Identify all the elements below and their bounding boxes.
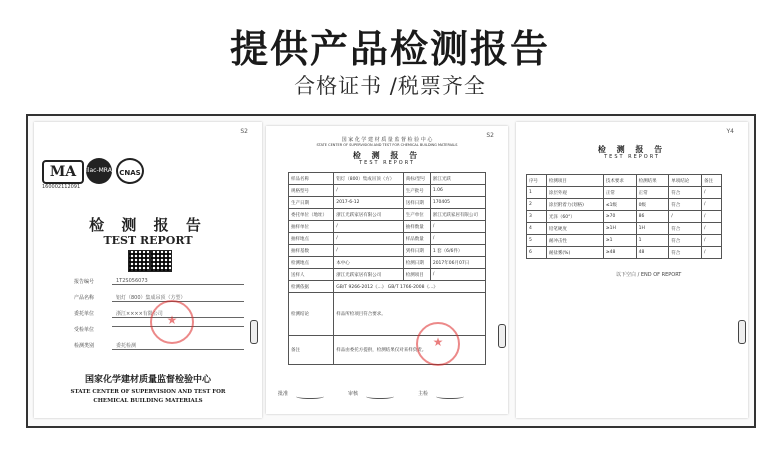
table-row: 5 耐冲击性 ≥1 1 符合 / [527, 235, 722, 247]
table-row: 1 涂层外观 正常 正常 符合 / [527, 187, 722, 199]
binder-punch-hole [498, 324, 506, 348]
results-table [526, 174, 722, 259]
field-inspected-unit: 受检单位 [74, 326, 244, 336]
field-report-no: 报告编号 1T2S056073 [74, 278, 244, 288]
table-row: 送样人 浙江光跃家居有限公司 检测项目 / [289, 269, 486, 281]
cnas-logo: CNAS [116, 158, 144, 184]
binder-punch-hole [250, 320, 258, 344]
ilac-mra-logo: ilac-MRA [86, 158, 112, 184]
report-title-en: TEST REPORT [604, 154, 660, 160]
table-row: 检测依据 GB/T 9266-2012《...》 GB/T 1766-2008《...》 [289, 281, 486, 293]
signature-mark [436, 392, 464, 399]
official-seal-stamp [150, 300, 194, 344]
table-row: 生产日期 2017-6-12 送样日期 170405 [289, 197, 486, 209]
cma-logo: MA [42, 160, 84, 184]
table-row: 4 铅笔硬度 ≥1H 1H 符合 / [527, 223, 722, 235]
page-title: 提供产品检测报告 [229, 27, 550, 71]
table-row: 3 光泽（60°） ≥70 86 / / [527, 211, 722, 223]
cover-title-en: TEST REPORT [103, 234, 193, 247]
certificate-code: 160002112091 [42, 184, 81, 190]
table-row: 6 耐盐雾(%) ≥48 48 符合 / [527, 247, 722, 259]
field-test-category: 检测类别 委托检测 [74, 342, 244, 352]
qr-code-icon [128, 250, 150, 272]
report-title-cn: 检 测 报 告 [597, 145, 667, 154]
table-row: 样品名称 铝灯（800）集成吊顶（方） 商标/型号 浙江光跃 [289, 173, 486, 185]
table-row: 2 涂层附着力(划格) ≤1级 0级 符合 / [527, 199, 722, 211]
field-product-name: 产品名称 铝灯（800）集成吊顶（方型） [74, 294, 244, 304]
test-report-page-2 [266, 126, 508, 414]
signature-mark [296, 392, 324, 399]
table-row: 检测结论 样品所检项目符合要求。 [289, 293, 486, 336]
table-row: 规格型号 / 生产批号 1.06 [289, 185, 486, 197]
table-row: 抽样单位 / 抽样数量 / [289, 221, 486, 233]
table-row: 委托单位（地址） 浙江光跃家居有限公司 生产单位 浙江光跃家居有限公司 [289, 209, 486, 221]
official-seal-stamp [416, 322, 460, 366]
page-marker: S2 [486, 132, 494, 139]
table-row: 检测地点 本中心 检测日期 2017年06月07日 [289, 257, 486, 269]
signature-row: 批准 审核 主检 [278, 390, 496, 404]
certificates-frame [26, 114, 756, 428]
issuing-org-cn: 国家化学建材质量监督检验中心 [84, 375, 211, 385]
table-row: 抽样基数 / 到样日期 1 套（6/6件） [289, 245, 486, 257]
page-subtitle: 合格证书 /税票齐全 [294, 74, 486, 98]
field-client: 委托单位 浙江××××有限公司 [74, 310, 244, 320]
table-header-row: 序号 检测项目 技术要求 检测结果 单项结论 备注 [527, 175, 722, 187]
org-header: 国 家 化 学 建 材 质 量 监 督 检 验 中 心 STATE CENTER OF SUPERVISION AND TEST FOR CHEMICAL BUILDING MATERIALS [316, 137, 458, 147]
accreditation-logos [42, 158, 252, 182]
end-of-report-note: 以下空白 / END OF REPORT [616, 272, 682, 278]
page-marker: S2 [240, 128, 248, 135]
table-row: 抽样地点 / 样品数量 / [289, 233, 486, 245]
report-title-en: TEST REPORT [359, 160, 415, 166]
report-title-cn: 检 测 报 告 [352, 151, 422, 160]
qr-code-icon [150, 250, 172, 272]
test-report-results-page [516, 122, 748, 418]
issuing-org-en: STATE CENTER OF SUPERVISION AND TEST FOR CHEMICAL BUILDING MATERIALS [70, 389, 226, 404]
cover-title-cn: 检 测 报 告 [89, 216, 207, 234]
table-row: 备注 样品由委托方提供，检测结果仅对来样负责。 [289, 336, 486, 365]
binder-punch-hole [738, 320, 746, 344]
signature-mark [366, 392, 394, 399]
page-marker: Y4 [726, 128, 734, 135]
test-report-cover [34, 122, 262, 418]
